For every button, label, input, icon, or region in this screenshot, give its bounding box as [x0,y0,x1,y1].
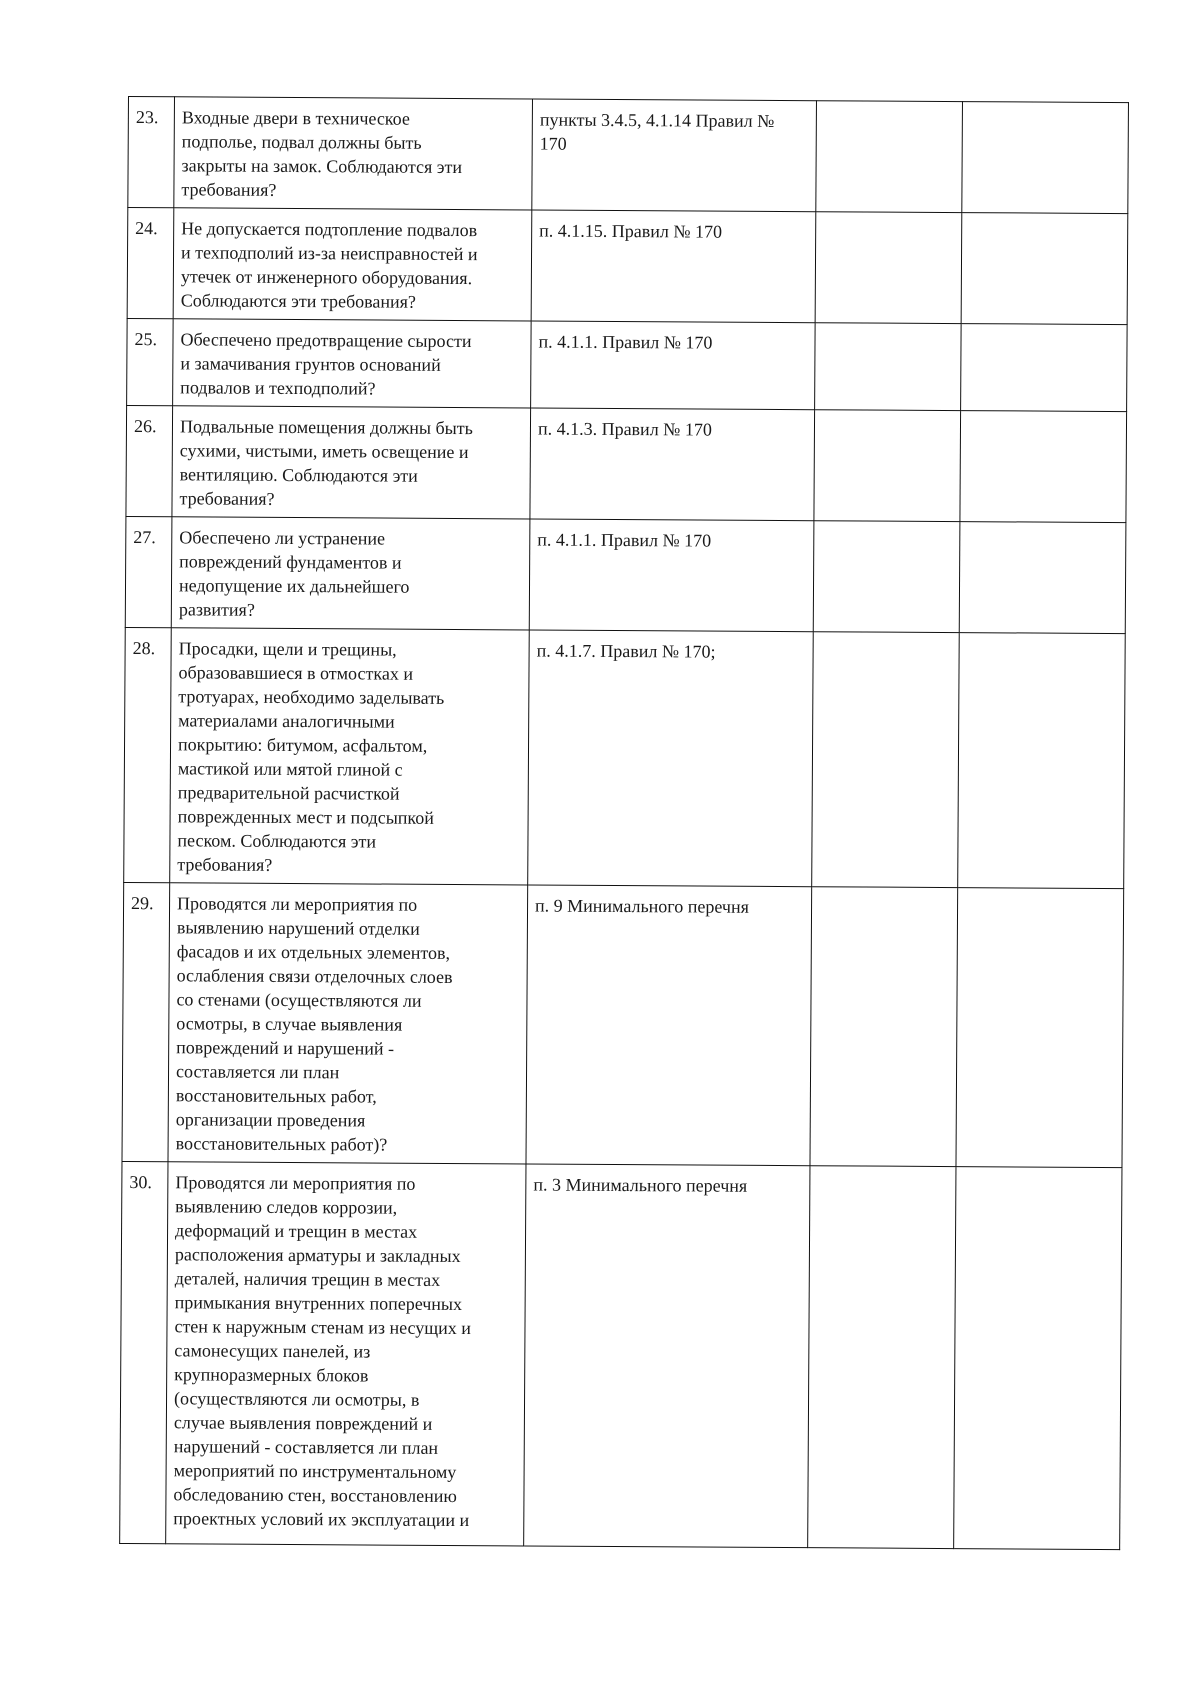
requirement-text: Обеспечено ли устранение повреждений фундаментов и недопущение их дальнейшего развития? [171,517,530,630]
legal-reference: п. 4.1.7. Правил № 170; [528,630,814,887]
requirement-text: Обеспечено предотвращение сырости и замачивания грунтов оснований подвалов и техподполий? [173,319,532,408]
legal-reference: п. 4.1.1. Правил № 170 [529,519,814,632]
row-number: 27. [125,516,172,627]
table-row [126,405,1127,522]
answer-yes-cell [816,101,963,213]
row-number: 24. [127,208,174,319]
answer-no-cell [960,411,1127,523]
legal-reference: п. 9 Минимального перечня [526,885,812,1166]
requirement-text: Просадки, щели и трещины, образовавшиеся в отмостках и тротуарах, необходимо заделывать материалами аналогичными покрытию: битумом, асфальтом, мастикой или мятой глиной с предварительной расчисткой поврежденных мест и подсыпкой песком. Соблюдаются эти требования? [170,628,530,885]
requirement-text: Не допускается подтопление подвалов и техподполий из-за неисправностей и утечек от инженерного оборудования. Соблюдаются эти требования? [173,208,532,321]
requirement-text: Проводятся ли мероприятия по выявлению следов коррозии, деформаций и трещин в местах расположения арматуры и закладных деталей, наличия трещин в местах примыкания внутренних поперечных стен к наружным стенам из несущих и самонесущих панелей, из крупноразмерных блоков (осуществляются ли осмотры, в случае выявления повреждений и нарушений - составляется ли план мероприятий по инструментальному обследованию стен, восстановлению проектных условий их эксплуатации и [166,1162,526,1546]
legal-reference: пункты 3.4.5, 4.1.14 Правил № 170 [532,99,817,212]
answer-yes-cell [815,212,962,324]
answer-no-cell [962,102,1129,214]
answer-yes-cell [815,323,962,411]
row-number: 30. [120,1161,168,1543]
row-number: 28. [124,627,172,882]
table-row [124,627,1126,888]
answer-no-cell [961,213,1128,325]
row-number: 25. [127,318,174,405]
table-row [127,208,1128,325]
legal-reference: п. 4.1.3. Правил № 170 [530,408,815,521]
answer-no-cell [956,888,1124,1168]
requirement-text: Входные двери в техническое подполье, подвал должны быть закрыты на замок. Соблюдаются эти требования? [174,97,533,210]
table-row [128,97,1129,214]
requirement-text: Проводятся ли мероприятия по выявлению нарушений отделки фасадов и их отдельных элементов, ослабления связи отделочных слоев со стенами (осуществляются ли осмотры, в случае выявления повреждений и нарушений - составляется ли план восстановительных работ, организации проведения восстановительных работ)? [168,883,528,1164]
legal-reference: п. 4.1.1. Правил № 170 [531,321,816,410]
answer-no-cell [959,522,1126,634]
answer-no-cell [954,1167,1122,1550]
row-number: 23. [128,97,175,208]
answer-no-cell [958,633,1126,889]
answer-yes-cell [813,521,960,633]
table-row [125,516,1126,633]
requirement-text: Подвальные помещения должны быть сухими, чистыми, иметь освещение и вентиляцию. Соблюдаются эти требования? [172,406,531,519]
checklist-table [119,96,1129,1550]
answer-yes-cell [812,632,960,888]
table-row [122,882,1124,1167]
row-number: 26. [126,405,173,516]
answer-yes-cell [808,1166,956,1549]
answer-yes-cell [810,887,958,1167]
table-row [127,318,1128,411]
legal-reference: п. 3 Минимального перечня [524,1164,810,1548]
answer-no-cell [961,324,1128,412]
answer-yes-cell [814,410,961,522]
table-row [120,1161,1122,1549]
row-number: 29. [122,882,170,1161]
checklist-page [119,96,1128,1550]
legal-reference: п. 4.1.15. Правил № 170 [531,210,816,323]
